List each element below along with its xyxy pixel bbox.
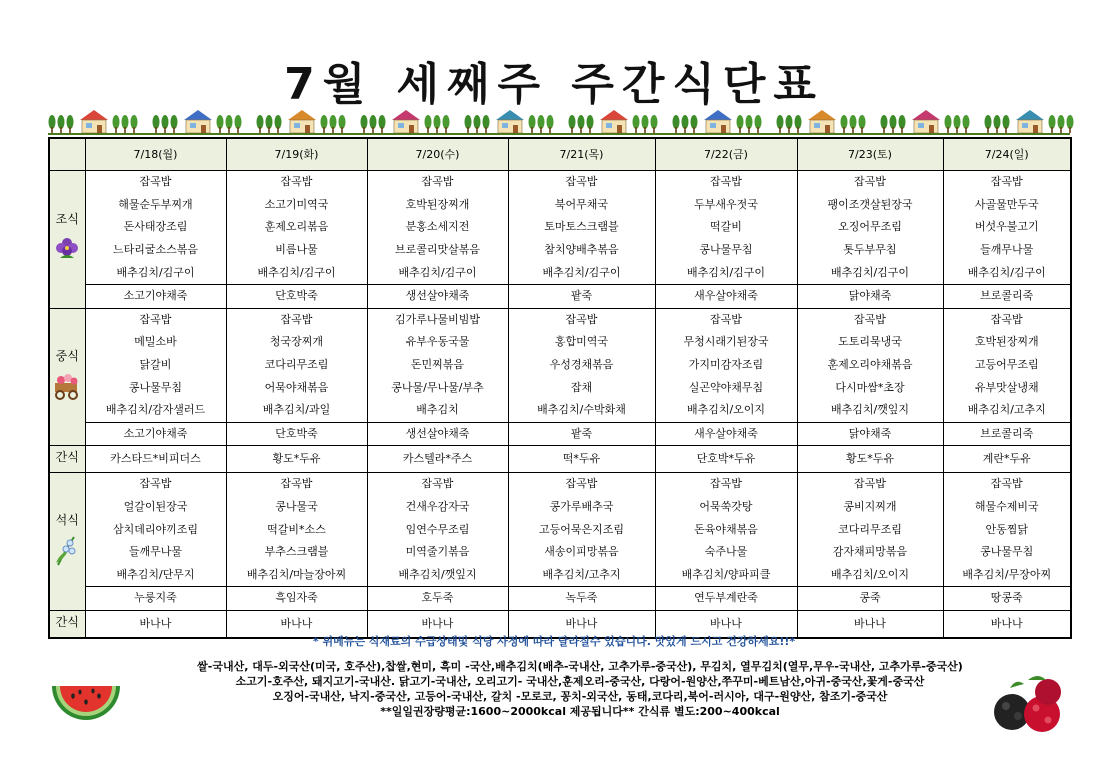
tree-icon: [49, 115, 56, 133]
menu-cell: 콩가루배추국: [508, 496, 655, 519]
menu-cell: 황도*두유: [226, 446, 367, 473]
porridge-row: [49, 284, 1071, 308]
tree-icon: [1003, 115, 1010, 133]
house-icon: [496, 110, 524, 133]
tree-icon: [841, 115, 848, 133]
tree-icon: [569, 115, 576, 133]
menu-cell: 잡곡밥: [85, 473, 226, 496]
house-icon: [808, 110, 836, 133]
flower-cart-icon: [51, 371, 83, 401]
house-icon: [704, 110, 732, 133]
origin-info: [140, 659, 1020, 719]
menu-cell: 배추김치/김구이: [943, 261, 1071, 284]
tree-icon: [379, 115, 386, 133]
tree-icon: [330, 115, 337, 133]
menu-cell: 해물순두부찌개: [85, 194, 226, 217]
menu-cell: 콩나물무침: [655, 239, 797, 262]
menu-cell: 누룽지죽: [85, 587, 226, 611]
menu-cell: 배추김치/오이지: [797, 564, 943, 587]
menu-cell: 배추김치/김구이: [85, 261, 226, 284]
tree-icon: [1049, 115, 1056, 133]
tree-icon: [755, 115, 762, 133]
menu-cell: 고등어무조림: [943, 354, 1071, 377]
menu-cell: 도토리묵냉국: [797, 331, 943, 354]
violet-flower-icon: [52, 234, 82, 264]
tree-icon: [777, 115, 784, 133]
tree-icon: [483, 115, 490, 133]
origin-line: 오징어-국내산, 낙지-중국산, 고등어-국내산, 갈치 -모로코, 꽁치-외국산, 동태,코다리,북어-러시아, 대구-원양산, 참조기-중국산: [272, 690, 888, 703]
menu-cell: 브로콜리죽: [943, 422, 1071, 446]
menu-cell: 느타리굴소스볶음: [85, 239, 226, 262]
tree-icon: [58, 115, 65, 133]
tree-icon: [578, 115, 585, 133]
tree-icon: [994, 115, 1001, 133]
menu-cell: 단호박죽: [226, 422, 367, 446]
tree-icon: [370, 115, 377, 133]
date-cell: 7/23(토): [797, 138, 943, 171]
menu-cell: 배추김치: [367, 399, 508, 422]
menu-cell: 돈육야채볶음: [655, 518, 797, 541]
tree-icon: [985, 115, 992, 133]
menu-cell: 팥죽: [508, 284, 655, 308]
menu-cell: 유부맛살냉채: [943, 376, 1071, 399]
tree-icon: [465, 115, 472, 133]
menu-cell: 미역줄기볶음: [367, 541, 508, 564]
tree-icon: [474, 115, 481, 133]
menu-cell: 소고기미역국: [226, 194, 367, 217]
menu-cell: 코다리무조림: [797, 518, 943, 541]
tree-icon: [266, 115, 273, 133]
menu-cell: 버섯우불고기: [943, 216, 1071, 239]
house-icon: [1016, 110, 1044, 133]
menu-cell: 호박된장찌개: [367, 194, 508, 217]
menu-cell: 훈제오리볶음: [226, 216, 367, 239]
date-cell: 7/18(월): [85, 138, 226, 171]
menu-row: [49, 376, 1071, 399]
menu-cell: 새우살야채죽: [655, 422, 797, 446]
tree-icon: [257, 115, 264, 133]
tree-icon: [890, 115, 897, 133]
menu-cell: 부추스크램블: [226, 541, 367, 564]
menu-cell: 참치양배추볶음: [508, 239, 655, 262]
menu-cell: 콩나물/무나물/부추: [367, 376, 508, 399]
menu-row: [49, 216, 1071, 239]
menu-cell: 잡곡밥: [226, 308, 367, 331]
menu-cell: 톳두부무침: [797, 239, 943, 262]
menu-cell: 비름나물: [226, 239, 367, 262]
menu-cell: 무청시래기된장국: [655, 331, 797, 354]
menu-cell: 흑임자죽: [226, 587, 367, 611]
menu-cell: 배추김치/김구이: [367, 261, 508, 284]
menu-cell: 배추김치/감자샐러드: [85, 399, 226, 422]
menu-cell: 브로콜리죽: [943, 284, 1071, 308]
lunch-label-cell: [49, 308, 85, 446]
menu-cell: 황도*두유: [797, 446, 943, 473]
menu-row: [49, 399, 1071, 422]
tree-icon: [339, 115, 346, 133]
corner-cell: [49, 138, 85, 171]
tree-icon: [651, 115, 658, 133]
menu-cell: 감자채피망볶음: [797, 541, 943, 564]
berries-icon: [988, 670, 1070, 736]
breakfast-label-cell: [49, 171, 85, 309]
tree-icon: [226, 115, 233, 133]
menu-row: [49, 518, 1071, 541]
menu-cell: 잡곡밥: [655, 473, 797, 496]
menu-cell: 잡곡밥: [943, 473, 1071, 496]
menu-cell: 닭야채죽: [797, 284, 943, 308]
menu-cell: 잡곡밥: [797, 171, 943, 194]
tree-icon: [321, 115, 328, 133]
menu-row: [49, 194, 1071, 217]
tree-icon: [217, 115, 224, 133]
tree-icon: [899, 115, 906, 133]
menu-cell: 소고기야채죽: [85, 422, 226, 446]
date-cell: 7/22(금): [655, 138, 797, 171]
house-icon: [392, 110, 420, 133]
menu-cell: 연두부계란죽: [655, 587, 797, 611]
menu-cell: 얼갈이된장국: [85, 496, 226, 519]
menu-cell: 잡곡밥: [508, 308, 655, 331]
menu-cell: 배추김치/깻잎지: [797, 399, 943, 422]
menu-cell: 잡곡밥: [367, 473, 508, 496]
menu-cell: 닭야채죽: [797, 422, 943, 446]
tree-icon: [945, 115, 952, 133]
tree-icon: [859, 115, 866, 133]
tree-icon: [633, 115, 640, 133]
watermelon-icon: [48, 672, 124, 742]
menu-cell: 들깨무나물: [85, 541, 226, 564]
menu-cell: 고등어묵은지조림: [508, 518, 655, 541]
meal-label: 조식: [55, 211, 79, 226]
menu-row: [49, 541, 1071, 564]
menu-cell: 떡*두유: [508, 446, 655, 473]
menu-cell: 청국장찌개: [226, 331, 367, 354]
tree-icon: [113, 115, 120, 133]
tree-icon: [547, 115, 554, 133]
menu-cell: 배추김치/고추지: [943, 399, 1071, 422]
menu-cell: 배추김치/수박화채: [508, 399, 655, 422]
menu-cell: 새송이피망볶음: [508, 541, 655, 564]
menu-row: [49, 564, 1071, 587]
house-icon: [80, 110, 108, 133]
snack-row: [49, 446, 1071, 473]
menu-cell: 돈사태장조림: [85, 216, 226, 239]
menu-cell: 콩나물무침: [943, 541, 1071, 564]
menu-cell: 잡곡밥: [943, 308, 1071, 331]
tree-icon: [425, 115, 432, 133]
menu-cell: 단호박죽: [226, 284, 367, 308]
menu-cell: 들깨무나물: [943, 239, 1071, 262]
menu-cell: 배추김치/깻잎지: [367, 564, 508, 587]
menu-cell: 해물수제비국: [943, 496, 1071, 519]
menu-cell: 호두죽: [367, 587, 508, 611]
ground-line: [48, 133, 1070, 135]
tree-icon: [162, 115, 169, 133]
menu-cell: 떡갈비: [655, 216, 797, 239]
meal-label: 간식: [55, 450, 79, 465]
date-header-row: [49, 138, 1071, 171]
menu-cell: 계란*두유: [943, 446, 1071, 473]
menu-cell: 분홍소세지전: [367, 216, 508, 239]
menu-cell: 임연수무조림: [367, 518, 508, 541]
tree-icon: [1067, 115, 1074, 133]
origin-line: 소고기-호주산, 돼지고기-국내산. 닭고기-국내산, 오리고기- 국내산,훈제오리-중국산, 다랑어-원양산,쭈꾸미-베트남산,아귀-중국산,꽃게-중국산: [235, 675, 925, 688]
menu-cell: 토마토스크램블: [508, 216, 655, 239]
menu-cell: 잡곡밥: [508, 473, 655, 496]
menu-cell: 배추김치/김구이: [226, 261, 367, 284]
tree-icon: [963, 115, 970, 133]
menu-cell: 단호박*두유: [655, 446, 797, 473]
menu-cell: 건새우감자국: [367, 496, 508, 519]
menu-cell: 배추김치/오이지: [655, 399, 797, 422]
house-icon: [184, 110, 212, 133]
notice-text: * 위메뉴는 식재료의 수급상태및 식당 사정에 따라 달라질수 있습니다. 맛있게 드시고 건강하세요!!*: [312, 635, 796, 648]
date-cell: 7/21(목): [508, 138, 655, 171]
menu-cell: 사골물만두국: [943, 194, 1071, 217]
tree-icon: [673, 115, 680, 133]
tree-icon: [795, 115, 802, 133]
tree-icon: [434, 115, 441, 133]
menu-cell: 잡곡밥: [508, 171, 655, 194]
menu-cell: 잡곡밥: [655, 171, 797, 194]
menu-cell: 잡곡밥: [943, 171, 1071, 194]
menu-cell: 배추김치/과일: [226, 399, 367, 422]
menu-cell: 오징어무조림: [797, 216, 943, 239]
house-icon: [912, 110, 940, 133]
menu-cell: 소고기야채죽: [85, 284, 226, 308]
tree-icon: [131, 115, 138, 133]
menu-row: [49, 308, 1071, 331]
menu-cell: 어묵쑥갓탕: [655, 496, 797, 519]
menu-cell: 배추김치/마늘장아찌: [226, 564, 367, 587]
menu-cell: 안동찜닭: [943, 518, 1071, 541]
menu-cell: 홍합미역국: [508, 331, 655, 354]
tree-icon: [642, 115, 649, 133]
porridge-row: [49, 587, 1071, 611]
menu-cell: 돈민찌볶음: [367, 354, 508, 377]
house-icon: [600, 110, 628, 133]
menu-cell: 녹두죽: [508, 587, 655, 611]
menu-cell: 배추김치/김구이: [797, 261, 943, 284]
meal-label: 중식: [55, 349, 79, 364]
tree-icon: [529, 115, 536, 133]
menu-cell: 두부새우젓국: [655, 194, 797, 217]
menu-cell: 숙주나물: [655, 541, 797, 564]
menu-cell: 바나나: [226, 610, 367, 638]
tree-icon: [235, 115, 242, 133]
menu-cell: 잡곡밥: [85, 308, 226, 331]
menu-cell: 호박된장찌개: [943, 331, 1071, 354]
menu-cell: 콩죽: [797, 587, 943, 611]
meal-label: 간식: [55, 614, 79, 629]
menu-cell: 바나나: [367, 610, 508, 638]
menu-cell: 배추김치/양파피클: [655, 564, 797, 587]
menu-cell: 잡곡밥: [797, 308, 943, 331]
tree-icon: [786, 115, 793, 133]
menu-cell: 닭갈비: [85, 354, 226, 377]
menu-cell: 새우살야채죽: [655, 284, 797, 308]
menu-cell: 생선살야채죽: [367, 284, 508, 308]
menu-cell: 배추김치/무장아찌: [943, 564, 1071, 587]
menu-cell: 유부우동국물: [367, 331, 508, 354]
menu-row: [49, 496, 1071, 519]
menu-cell: 코다리무조림: [226, 354, 367, 377]
menu-cell: 콩나물무침: [85, 376, 226, 399]
menu-row: [49, 239, 1071, 262]
menu-cell: 잡곡밥: [367, 171, 508, 194]
date-cell: 7/24(일): [943, 138, 1071, 171]
house-icon: [288, 110, 316, 133]
tree-icon: [587, 115, 594, 133]
menu-cell: 우성경채볶음: [508, 354, 655, 377]
calorie-line: **일일권장량평균:1600~2000kcal 제공됩니다** 간식류 별도:200~400kcal: [380, 705, 780, 718]
menu-cell: 바나나: [655, 610, 797, 638]
tree-icon: [691, 115, 698, 133]
menu-cell: 잡곡밥: [226, 473, 367, 496]
tree-icon: [746, 115, 753, 133]
menu-cell: 잡곡밥: [226, 171, 367, 194]
menu-cell: 콩비지찌개: [797, 496, 943, 519]
menu-cell: 실곤약야채무침: [655, 376, 797, 399]
menu-cell: 배추김치/김구이: [655, 261, 797, 284]
lily-icon: [52, 535, 82, 567]
menu-row: [49, 473, 1071, 496]
menu-cell: 훈제오리야채볶음: [797, 354, 943, 377]
menu-row: [49, 171, 1071, 194]
menu-cell: 떡갈비*소스: [226, 518, 367, 541]
menu-cell: 잡곡밥: [85, 171, 226, 194]
tree-icon: [275, 115, 282, 133]
tree-icon: [682, 115, 689, 133]
menu-cell: 바나나: [943, 610, 1071, 638]
menu-cell: 가지미감자조림: [655, 354, 797, 377]
menu-cell: 바나나: [797, 610, 943, 638]
snack1-label-cell: [49, 446, 85, 473]
date-cell: 7/20(수): [367, 138, 508, 171]
menu-table: [48, 137, 1072, 639]
menu-cell: 생선살야채죽: [367, 422, 508, 446]
meal-label: 석식: [55, 512, 79, 527]
menu-cell: 북어무채국: [508, 194, 655, 217]
origin-line: 쌀-국내산, 대두-외국산(미국, 호주산),찹쌀,현미, 흑미 -국산,배추김치(배추-국내산, 고추가루-중국산), 무김치, 열무김치(열무,무우-국내산, 고추가루-중국산): [197, 660, 963, 673]
menu-cell: 카스타드*비피더스: [85, 446, 226, 473]
menu-cell: 배추김치/단무지: [85, 564, 226, 587]
menu-cell: 카스텔라*주스: [367, 446, 508, 473]
menu-cell: 땅콩죽: [943, 587, 1071, 611]
menu-cell: 팥죽: [508, 422, 655, 446]
tree-icon: [737, 115, 744, 133]
menu-cell: 콩나물국: [226, 496, 367, 519]
menu-cell: 브로콜리맛살볶음: [367, 239, 508, 262]
menu-cell: 어묵야채볶음: [226, 376, 367, 399]
menu-cell: 바나나: [85, 610, 226, 638]
menu-row: [49, 331, 1071, 354]
menu-cell: 잡곡밥: [655, 308, 797, 331]
tree-icon: [881, 115, 888, 133]
menu-row: [49, 354, 1071, 377]
tree-icon: [443, 115, 450, 133]
date-cell: 7/19(화): [226, 138, 367, 171]
menu-cell: 메밀소바: [85, 331, 226, 354]
menu-cell: 삼치데리야끼조림: [85, 518, 226, 541]
tree-icon: [171, 115, 178, 133]
tree-icon: [538, 115, 545, 133]
menu-cell: 잡곡밥: [797, 473, 943, 496]
menu-cell: 다시마쌈*초장: [797, 376, 943, 399]
page-title: 7월 세째주 주간식단표: [284, 59, 824, 110]
tree-icon: [361, 115, 368, 133]
menu-cell: 배추김치/김구이: [508, 261, 655, 284]
tree-icon: [1058, 115, 1065, 133]
tree-icon: [67, 115, 74, 133]
menu-cell: 바나나: [508, 610, 655, 638]
menu-cell: 배추김치/고추지: [508, 564, 655, 587]
menu-cell: 잡채: [508, 376, 655, 399]
menu-row: [49, 261, 1071, 284]
menu-cell: 김가루나물비빔밥: [367, 308, 508, 331]
tree-icon: [954, 115, 961, 133]
tree-icon: [850, 115, 857, 133]
menu-cell: 팽이조갯살된장국: [797, 194, 943, 217]
porridge-row: [49, 422, 1071, 446]
dinner-label-cell: [49, 473, 85, 611]
tree-icon: [153, 115, 160, 133]
tree-icon: [122, 115, 129, 133]
